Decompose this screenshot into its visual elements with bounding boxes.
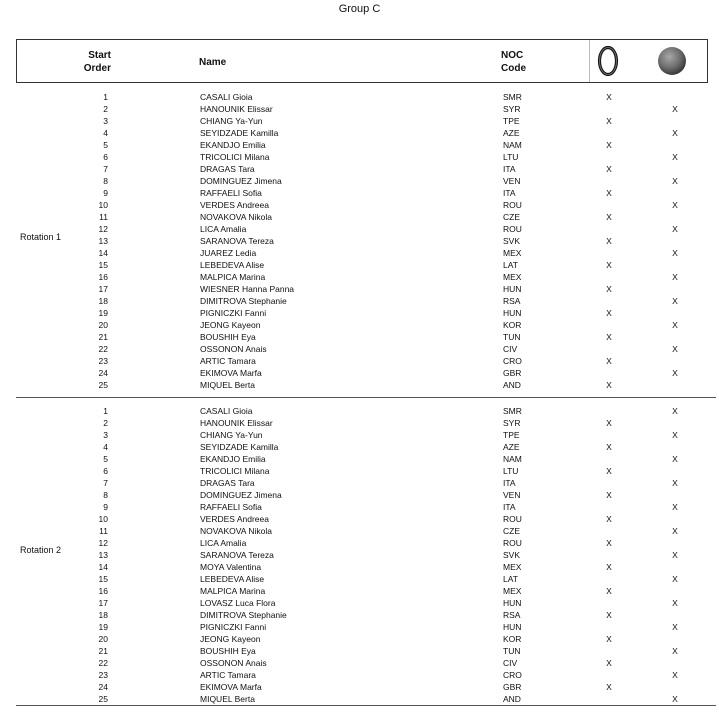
table-row (0, 187, 719, 199)
ball-mark-cell: X (672, 454, 678, 464)
table-row (0, 489, 719, 501)
ball-mark-cell: X (672, 368, 678, 378)
noc-code-cell: SVK (503, 236, 521, 246)
start-order-cell: 13 (98, 550, 108, 560)
rotation-label: Rotation 2 (20, 545, 62, 555)
noc-code-cell: LTU (503, 466, 519, 476)
start-order-cell: 20 (98, 320, 108, 330)
table-row (0, 235, 719, 247)
ball-mark-cell: X (672, 646, 678, 656)
hoop-mark-cell: X (606, 212, 612, 222)
table-row (0, 645, 719, 657)
start-order-cell: 7 (103, 164, 108, 174)
athlete-name-cell: JUAREZ Ledia (200, 248, 257, 258)
athlete-name-cell: CHIANG Ya-Yun (200, 430, 263, 440)
start-order-cell: 13 (98, 236, 108, 246)
table-row (0, 139, 719, 151)
athlete-name-cell: SARANOVA Tereza (200, 236, 274, 246)
athlete-name-cell: EKANDJO Emilia (200, 140, 266, 150)
ball-mark-cell: X (672, 344, 678, 354)
athlete-name-cell: DRAGAS Tara (200, 164, 255, 174)
start-order-header (81, 49, 111, 75)
table-row (0, 103, 719, 115)
start-order-cell: 10 (98, 514, 108, 524)
athlete-name-cell: ARTIC Tamara (200, 356, 256, 366)
table-row (0, 343, 719, 355)
noc-code-cell: ROU (503, 200, 522, 210)
start-order-cell: 19 (98, 308, 108, 318)
table-row (0, 367, 719, 379)
noc-code-cell: SYR (503, 418, 521, 428)
start-order-cell: 12 (98, 538, 108, 548)
noc-code-cell: CIV (503, 658, 518, 668)
hoop-mark-cell: X (606, 682, 612, 692)
start-order-cell: 9 (103, 502, 108, 512)
table-row (0, 259, 719, 271)
noc-code-cell: LAT (503, 574, 518, 584)
noc-code-header (501, 49, 526, 75)
hoop-mark-cell: X (606, 236, 612, 246)
noc-code-cell: MEX (503, 248, 522, 258)
athlete-name-cell: PIGNICZKI Fanni (200, 622, 267, 632)
table-row (0, 537, 719, 549)
athlete-name-cell: LOVASZ Luca Flora (200, 598, 276, 608)
ball-mark-cell: X (672, 128, 678, 138)
start-order-cell: 25 (98, 380, 108, 390)
ball-mark-cell: X (672, 526, 678, 536)
noc-code-cell: HUN (503, 598, 522, 608)
athlete-name-cell: TRICOLICI Milana (200, 152, 270, 162)
hoop-mark-cell: X (606, 586, 612, 596)
noc-code-cell: VEN (503, 490, 521, 500)
noc-code-cell: VEN (503, 176, 521, 186)
athlete-name-cell: MOYA Valentina (200, 562, 262, 572)
start-order-cell: 12 (98, 224, 108, 234)
noc-code-cell: CRO (503, 356, 522, 366)
noc-code-cell: KOR (503, 320, 522, 330)
noc-code-cell: HUN (503, 622, 522, 632)
table-row (0, 199, 719, 211)
ball-mark-cell: X (672, 502, 678, 512)
start-order-cell: 22 (98, 658, 108, 668)
athlete-name-cell: JEONG Kayeon (200, 634, 261, 644)
table-row (0, 379, 719, 391)
athlete-name-cell: DIMITROVA Stephanie (200, 610, 287, 620)
table-row (0, 307, 719, 319)
table-row (0, 355, 719, 367)
hoop-mark-cell: X (606, 634, 612, 644)
athlete-name-cell: HANOUNIK Elissar (200, 104, 273, 114)
noc-code-cell: MEX (503, 272, 522, 282)
athlete-name-cell: VERDES Andreea (200, 514, 269, 524)
start-order-cell: 21 (98, 646, 108, 656)
noc-code-cell: ITA (503, 502, 516, 512)
athlete-name-cell: VERDES Andreea (200, 200, 269, 210)
hoop-mark-cell: X (606, 332, 612, 342)
start-order-cell: 1 (103, 92, 108, 102)
noc-code-cell: ITA (503, 478, 516, 488)
ball-icon (657, 46, 687, 76)
start-order-cell: 16 (98, 272, 108, 282)
ball-mark-cell: X (672, 694, 678, 704)
start-order-cell: 3 (103, 116, 108, 126)
athlete-name-cell: RAFFAELI Sofia (200, 188, 262, 198)
start-order-cell: 24 (98, 368, 108, 378)
table-row (0, 417, 719, 429)
athlete-name-cell: SEYIDZADE Kamilla (200, 442, 279, 452)
athlete-name-cell: DIMITROVA Stephanie (200, 296, 287, 306)
start-order-cell: 19 (98, 622, 108, 632)
noc-code-cell: TPE (503, 430, 520, 440)
noc-code-cell: HUN (503, 308, 522, 318)
table-row (0, 633, 719, 645)
table-row (0, 247, 719, 259)
table-row (0, 175, 719, 187)
ball-mark-cell: X (672, 478, 678, 488)
athlete-name-cell: JEONG Kayeon (200, 320, 261, 330)
table-row (0, 525, 719, 537)
athlete-name-cell: EKIMOVA Marfa (200, 682, 262, 692)
hoop-icon (597, 45, 619, 77)
hoop-mark-cell: X (606, 92, 612, 102)
noc-header-line2: Code (501, 63, 526, 74)
hoop-mark-cell: X (606, 490, 612, 500)
noc-code-cell: ITA (503, 164, 516, 174)
start-order-cell: 4 (103, 128, 108, 138)
athlete-name-cell: MALPICA Marina (200, 272, 266, 282)
athlete-name-cell: DOMINGUEZ Jimena (200, 490, 282, 500)
rotation-label: Rotation 1 (20, 232, 62, 242)
start-order-cell: 14 (98, 248, 108, 258)
noc-code-cell: GBR (503, 682, 522, 692)
start-order-cell: 14 (98, 562, 108, 572)
hoop-mark-cell: X (606, 284, 612, 294)
noc-code-cell: AZE (503, 442, 520, 452)
athlete-name-cell: RAFFAELI Sofia (200, 502, 262, 512)
athlete-name-cell: DOMINGUEZ Jimena (200, 176, 282, 186)
name-header: Name (199, 57, 227, 68)
athlete-name-cell: PIGNICZKI Fanni (200, 308, 267, 318)
start-order-cell: 16 (98, 586, 108, 596)
start-order-cell: 18 (98, 610, 108, 620)
athlete-name-cell: TRICOLICI Milana (200, 466, 270, 476)
noc-code-cell: NAM (503, 454, 522, 464)
noc-code-cell: CZE (503, 526, 520, 536)
start-order-cell: 2 (103, 104, 108, 114)
noc-code-cell: LTU (503, 152, 519, 162)
noc-code-cell: RSA (503, 296, 521, 306)
athlete-name-cell: DRAGAS Tara (200, 478, 255, 488)
noc-code-cell: ROU (503, 224, 522, 234)
athlete-name-cell: LICA Amalia (200, 538, 247, 548)
table-row (0, 151, 719, 163)
athlete-name-cell: NOVAKOVA Nikola (200, 526, 272, 536)
noc-code-cell: ROU (503, 538, 522, 548)
hoop-mark-cell: X (606, 140, 612, 150)
table-row (0, 609, 719, 621)
table-row (0, 681, 719, 693)
hoop-mark-cell: X (606, 356, 612, 366)
ball-mark-cell: X (672, 104, 678, 114)
table-row (0, 211, 719, 223)
start-order-cell: 3 (103, 430, 108, 440)
start-order-cell: 1 (103, 406, 108, 416)
ball-mark-cell: X (672, 550, 678, 560)
table-row (0, 429, 719, 441)
start-order-cell: 18 (98, 296, 108, 306)
hoop-mark-cell: X (606, 164, 612, 174)
noc-code-cell: AZE (503, 128, 520, 138)
start-order-cell: 9 (103, 188, 108, 198)
start-order-cell: 8 (103, 176, 108, 186)
athlete-name-cell: ARTIC Tamara (200, 670, 256, 680)
hoop-mark-cell: X (606, 308, 612, 318)
noc-code-cell: NAM (503, 140, 522, 150)
athlete-name-cell: CHIANG Ya-Yun (200, 116, 263, 126)
noc-code-cell: ROU (503, 514, 522, 524)
hoop-mark-cell: X (606, 418, 612, 428)
start-order-cell: 7 (103, 478, 108, 488)
noc-code-cell: AND (503, 380, 521, 390)
ball-mark-cell: X (672, 248, 678, 258)
noc-code-cell: AND (503, 694, 521, 704)
ball-mark-cell: X (672, 406, 678, 416)
athlete-name-cell: CASALI Gioia (200, 406, 253, 416)
start-order-cell: 10 (98, 200, 108, 210)
start-order-cell: 11 (99, 212, 108, 222)
noc-code-cell: HUN (503, 284, 522, 294)
noc-code-cell: RSA (503, 610, 521, 620)
ball-mark-cell: X (672, 574, 678, 584)
athlete-name-cell: MIQUEL Berta (200, 694, 255, 704)
table-row (0, 501, 719, 513)
table-row (0, 693, 719, 705)
athlete-name-cell: NOVAKOVA Nikola (200, 212, 272, 222)
rotation-separator (16, 397, 716, 398)
athlete-name-cell: MIQUEL Berta (200, 380, 255, 390)
noc-code-cell: MEX (503, 562, 522, 572)
table-row (0, 405, 719, 417)
hoop-mark-cell: X (606, 188, 612, 198)
hoop-mark-cell: X (606, 442, 612, 452)
athlete-name-cell: SARANOVA Tereza (200, 550, 274, 560)
start-order-cell: 17 (98, 284, 108, 294)
start-order-cell: 11 (99, 526, 108, 536)
table-row (0, 465, 719, 477)
athlete-name-cell: WIESNER Hanna Panna (200, 284, 295, 294)
ball-mark-cell: X (672, 296, 678, 306)
athlete-name-cell: SEYIDZADE Kamilla (200, 128, 279, 138)
table-row (0, 597, 719, 609)
athlete-name-cell: LICA Amalia (200, 224, 247, 234)
athlete-name-cell: OSSONON Anais (200, 344, 267, 354)
table-row (0, 163, 719, 175)
table-row (0, 271, 719, 283)
table-row (0, 513, 719, 525)
table-row (0, 295, 719, 307)
athlete-name-cell: LEBEDEVA Alise (200, 574, 265, 584)
start-order-cell: 22 (98, 344, 108, 354)
start-order-header-line1: Start (88, 50, 111, 61)
noc-code-cell: GBR (503, 368, 522, 378)
hoop-mark-cell: X (606, 116, 612, 126)
noc-header-line1: NOC (501, 50, 524, 61)
athlete-name-cell: BOUSHIH Eya (200, 646, 256, 656)
athlete-name-cell: HANOUNIK Elissar (200, 418, 273, 428)
hoop-mark-cell: X (606, 514, 612, 524)
noc-code-cell: MEX (503, 586, 522, 596)
start-order-cell: 6 (103, 466, 108, 476)
athlete-name-cell: OSSONON Anais (200, 658, 267, 668)
start-order-cell: 23 (98, 670, 108, 680)
ball-mark-cell: X (672, 176, 678, 186)
table-row (0, 127, 719, 139)
table-row (0, 283, 719, 295)
header-divider (589, 40, 590, 82)
noc-code-cell: SYR (503, 104, 521, 114)
table-row (0, 621, 719, 633)
table-row (0, 561, 719, 573)
start-order-cell: 5 (103, 454, 108, 464)
ball-mark-cell: X (672, 320, 678, 330)
start-order-cell: 17 (98, 598, 108, 608)
start-order-cell: 24 (98, 682, 108, 692)
ball-mark-cell: X (672, 152, 678, 162)
table-row (0, 669, 719, 681)
table-row (0, 453, 719, 465)
noc-code-cell: CIV (503, 344, 518, 354)
start-order-cell: 4 (103, 442, 108, 452)
group-title: Group C (338, 3, 381, 15)
table-row (0, 573, 719, 585)
table-row (0, 477, 719, 489)
table-row (0, 91, 719, 103)
noc-code-cell: TPE (503, 116, 520, 126)
start-order-cell: 25 (98, 694, 108, 704)
table-row (0, 585, 719, 597)
start-order-cell: 21 (98, 332, 108, 342)
noc-code-cell: CZE (503, 212, 520, 222)
start-order-cell: 15 (98, 574, 108, 584)
hoop-mark-cell: X (606, 610, 612, 620)
noc-code-cell: TUN (503, 646, 521, 656)
noc-code-cell: SMR (503, 406, 522, 416)
start-order-cell: 15 (98, 260, 108, 270)
noc-code-cell: LAT (503, 260, 518, 270)
ball-mark-cell: X (672, 598, 678, 608)
hoop-mark-cell: X (606, 538, 612, 548)
hoop-mark-cell: X (606, 658, 612, 668)
start-order-cell: 20 (98, 634, 108, 644)
start-order-cell: 5 (103, 140, 108, 150)
hoop-mark-cell: X (606, 380, 612, 390)
ball-mark-cell: X (672, 272, 678, 282)
noc-code-cell: SVK (503, 550, 521, 560)
athlete-name-cell: BOUSHIH Eya (200, 332, 256, 342)
table-row (0, 331, 719, 343)
table-row (0, 223, 719, 235)
ball-mark-cell: X (672, 670, 678, 680)
start-order-cell: 6 (103, 152, 108, 162)
hoop-mark-cell: X (606, 562, 612, 572)
ball-mark-cell: X (672, 430, 678, 440)
table-row (0, 441, 719, 453)
ball-mark-cell: X (672, 200, 678, 210)
athlete-name-cell: EKANDJO Emilia (200, 454, 266, 464)
athlete-name-cell: LEBEDEVA Alise (200, 260, 265, 270)
start-order-cell: 23 (98, 356, 108, 366)
rotation-separator (16, 705, 716, 706)
start-order-cell: 8 (103, 490, 108, 500)
noc-code-cell: TUN (503, 332, 521, 342)
table-header (16, 39, 708, 83)
start-order-cell: 2 (103, 418, 108, 428)
table-row (0, 115, 719, 127)
noc-code-cell: SMR (503, 92, 522, 102)
athlete-name-cell: CASALI Gioia (200, 92, 253, 102)
ball-mark-cell: X (672, 622, 678, 632)
hoop-mark-cell: X (606, 260, 612, 270)
hoop-mark-cell: X (606, 466, 612, 476)
athlete-name-cell: MALPICA Marina (200, 586, 266, 596)
noc-code-cell: KOR (503, 634, 522, 644)
noc-code-cell: CRO (503, 670, 522, 680)
noc-code-cell: ITA (503, 188, 516, 198)
table-row (0, 319, 719, 331)
athlete-name-cell: EKIMOVA Marfa (200, 368, 262, 378)
table-row (0, 549, 719, 561)
table-row (0, 657, 719, 669)
start-order-header-line2: Order (83, 63, 111, 74)
ball-mark-cell: X (672, 224, 678, 234)
